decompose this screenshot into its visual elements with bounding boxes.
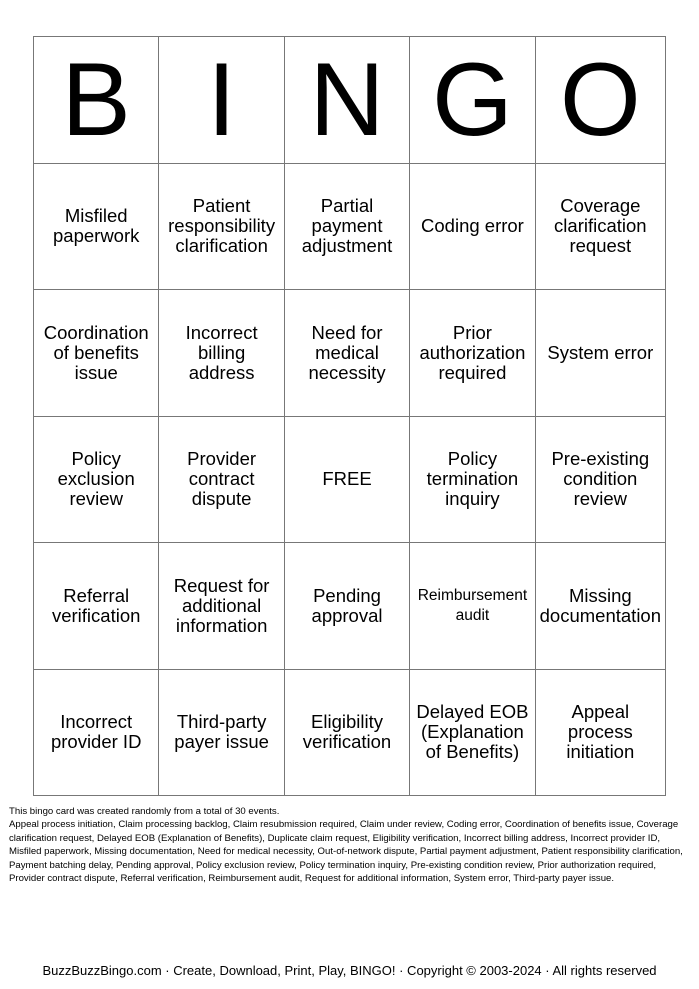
event-list-text: Appeal process initiation, Claim processing backlog, Claim resubmission required, Claim under review, Coding error, Coordination of benefits issue, Coverage clarification request, Delayed EOB (Explanation of Benefits), Duplicate claim request, Eligibility verification, Incorrect billing address, Incorrect provider ID, Misfiled paperwork, Missing documentation, Need for medical necessity, Out-of-network dispute, Partial payment adjustment, Patient responsibility clarification, Payment batching delay, Pending approval, Policy exclusion review, Policy termination inquiry, Pre-existing condition review, Prior authorization required, Provider contract dispute, Referral verification, Reimbursement audit, Request for additional information, System error, Third-party payer issue. [9,819,683,885]
bingo-cell: Missing documentation [536,543,666,670]
event-count-text: This bingo card was created randomly from a total of 30 events. [9,806,280,817]
bingo-cell: Third-party payer issue [159,670,284,797]
bingo-cell: Patient responsibility clarification [159,164,284,291]
bingo-cell: System error [536,290,666,417]
bingo-cell: Coverage clarification request [536,164,666,291]
bingo-cell: Appeal process initiation [536,670,666,797]
header-letter-g: G [410,37,535,164]
bingo-cell: Policy termination inquiry [410,417,535,544]
bingo-cell: Coordination of benefits issue [34,290,159,417]
header-letter-b: B [34,37,159,164]
bingo-cell: Request for additional information [159,543,284,670]
header-letter-o: O [536,37,666,164]
event-list-info [9,805,685,885]
bingo-cell: Pre-existing condition review [536,417,666,544]
bingo-cell: Policy exclusion review [34,417,159,544]
bingo-cell: Pending approval [285,543,410,670]
bingo-cell: Provider contract dispute [159,417,284,544]
bingo-cell: Reimbursement audit [410,543,535,670]
bingo-cell: Eligibility verification [285,670,410,797]
bingo-cell: Referral verification [34,543,159,670]
bingo-cell: Need for medical necessity [285,290,410,417]
header-letter-n: N [285,37,410,164]
bingo-cell: Partial payment adjustment [285,164,410,291]
bingo-cell: Incorrect provider ID [34,670,159,797]
free-cell: FREE [285,417,410,544]
bingo-cell: Coding error [410,164,535,291]
bingo-cell: Misfiled paperwork [34,164,159,291]
bingo-cell: Delayed EOB (Explanation of Benefits) [410,670,535,797]
bingo-cell: Prior authorization required [410,290,535,417]
footer-copyright: BuzzBuzzBingo.com · Create, Download, Print, Play, BINGO! · Copyright © 2003-2024 · All rights reserved [42,963,657,978]
bingo-card [33,36,666,796]
bingo-cell: Incorrect billing address [159,290,284,417]
header-letter-i: I [159,37,284,164]
